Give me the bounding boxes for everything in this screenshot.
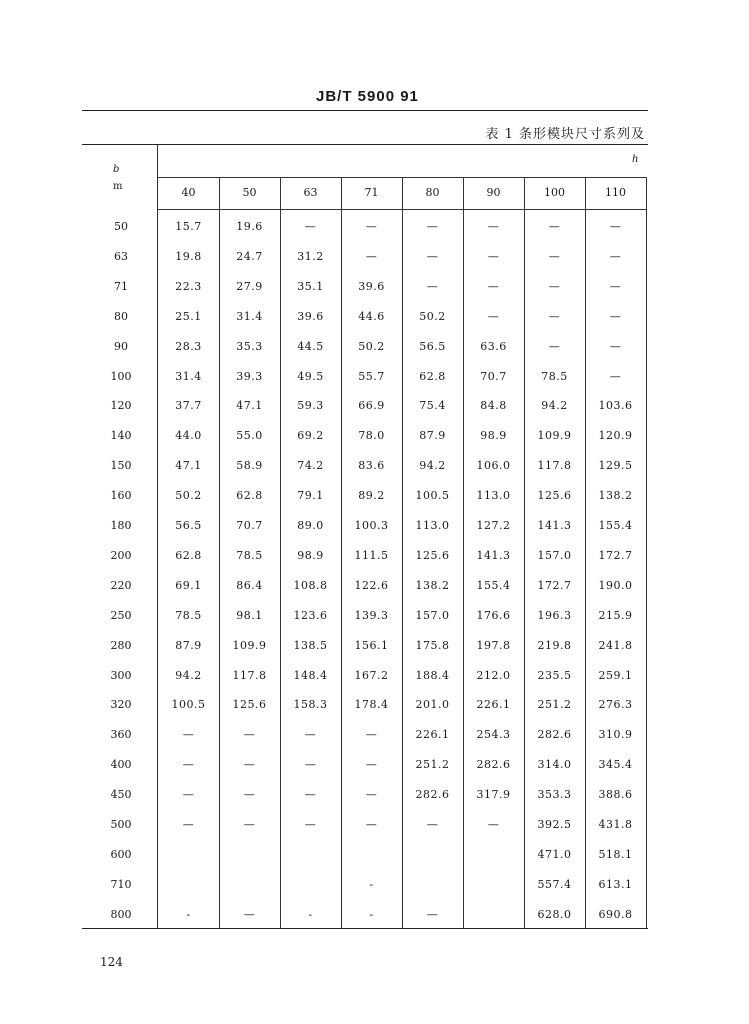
table-cell: 103.6 [598,399,633,413]
table-cell: 345.4 [598,758,633,772]
table-cell: 58.9 [236,459,263,473]
table-cell: 226.1 [415,728,450,742]
row-label: 80 [114,309,128,323]
table-cell: 178.4 [354,698,389,712]
column-header: 100 [544,186,565,199]
table-cell: 141.3 [537,519,572,532]
table-cell: — [426,220,439,233]
table-cell: 94.2 [175,668,202,682]
table-cell: — [548,339,561,353]
row-label: 150 [110,459,132,473]
row-label: 220 [110,578,132,592]
table-cell: 117.8 [232,668,267,682]
table-cell: 44.6 [358,309,385,323]
table-cell: 75.4 [419,399,446,413]
table-cell: 15.7 [175,220,202,233]
table-cell: — [548,249,561,263]
table-cell: 74.2 [297,459,324,473]
table-cell: 138.2 [598,489,633,503]
column-header: 80 [425,186,440,199]
table-cell: 100.3 [354,519,389,532]
table-cell: — [243,818,256,831]
table-cell: 94.2 [419,459,446,473]
row-label: 300 [110,668,132,682]
table-cell: 197.8 [476,638,511,652]
row-label: 120 [110,399,132,413]
table-cell: — [182,758,195,772]
table-cell: — [182,788,195,802]
row-label: 280 [110,638,132,652]
table-cell: 167.2 [354,668,389,682]
table-cell: — [487,249,500,263]
table-cell: 44.0 [175,429,202,443]
table-cell: 19.6 [236,220,263,233]
table-cell: — [426,249,439,263]
table-cell: 31.2 [297,249,324,263]
table-cell: 314.0 [537,758,572,772]
table-cell: — [243,788,256,802]
column-header: 71 [364,186,379,199]
table-cell: 70.7 [480,369,507,383]
table-cell: 113.0 [476,489,511,503]
table-cell: 188.4 [415,668,450,682]
table-cell: 175.8 [415,638,450,652]
table-cell: — [609,309,622,323]
table-cell: 471.0 [537,847,572,861]
table-cell: 123.6 [293,608,328,622]
table-cell: 215.9 [598,608,633,622]
table-cell: 62.8 [175,548,202,562]
table-cell: 157.0 [537,548,572,562]
table-cell: 254.3 [476,728,511,742]
top-rule [82,110,648,111]
table-cell: 50.2 [419,309,446,323]
table-cell: 31.4 [236,309,263,323]
table-cell: 176.6 [476,608,511,622]
table-cell: 98.9 [480,429,507,443]
table-cell: - [308,907,313,921]
table-cell: — [365,758,378,772]
table-cell: 70.7 [236,519,263,532]
table-cell: 392.5 [537,818,572,831]
table-cell: 89.2 [358,489,385,503]
table-cell: 156.1 [354,638,389,652]
table-cell: 37.7 [175,399,202,413]
table-bottom-border [82,928,648,929]
table-cell: 251.2 [415,758,450,772]
table-cell: 83.6 [358,459,385,473]
row-label: 200 [110,548,132,562]
table-cell: 66.9 [358,399,385,413]
table-cell: 44.5 [297,339,324,353]
table-cell: 557.4 [537,877,572,891]
row-header-unit: m [113,181,123,192]
table-cell: 190.0 [598,578,633,592]
table-cell: — [304,758,317,772]
table-cell: 59.3 [297,399,324,413]
table-cell: — [609,369,622,383]
table-cell: — [609,249,622,263]
standard-number: JB/T 5900 91 [316,88,419,105]
table-cell: 78.5 [175,608,202,622]
table-cell: — [365,728,378,742]
table-cell: — [426,279,439,293]
table-cell: 39.6 [297,309,324,323]
table-cell: 25.1 [175,309,202,323]
table-cell: — [426,818,439,831]
table-cell: — [243,758,256,772]
table-cell: 125.6 [537,489,572,503]
page-number: 124 [100,955,123,969]
row-label: 400 [110,758,132,772]
table-cell: 87.9 [175,638,202,652]
table-cell: 138.2 [415,578,450,592]
table-cell: — [304,728,317,742]
table-cell: 62.8 [419,369,446,383]
table-cell: — [548,220,561,233]
table-cell: — [365,818,378,831]
table-cell: 69.1 [175,578,202,592]
table-cell: — [182,728,195,742]
table-cell: — [609,220,622,233]
table-cell: 47.1 [175,459,202,473]
table-cell: 98.9 [297,548,324,562]
table-cell: 35.1 [297,279,324,293]
table-cell: 628.0 [537,907,572,921]
table-cell: 282.6 [476,758,511,772]
row-label: 160 [110,489,132,503]
table-cell: 125.6 [232,698,267,712]
table-cell: 39.3 [236,369,263,383]
table-cell: — [304,788,317,802]
table-cell: 19.8 [175,249,202,263]
row-header-symbol: b [113,164,120,175]
table-cell: — [548,279,561,293]
table-cell: — [487,279,500,293]
table-cell: 226.1 [476,698,511,712]
table-cell: 27.9 [236,279,263,293]
table-cell: — [304,818,317,831]
row-label: 180 [110,519,132,532]
table-cell: 129.5 [598,459,633,473]
table-cell: 172.7 [598,548,633,562]
table-cell: 212.0 [476,668,511,682]
table-cell: 55.0 [236,429,263,443]
table-cell: 98.1 [236,608,263,622]
table-cell: 78.5 [236,548,263,562]
table-cell: 251.2 [537,698,572,712]
table-cell: 353.3 [537,788,572,802]
table-cell: 613.1 [598,877,633,891]
table-cell: 158.3 [293,698,328,712]
table-cell: - [186,907,191,921]
row-label: 600 [110,847,132,861]
table-cell: 69.2 [297,429,324,443]
table-cell: — [487,818,500,831]
table-cell: 157.0 [415,608,450,622]
table-top-border [82,144,648,145]
table-cell: — [548,309,561,323]
table-cell: 259.1 [598,668,633,682]
table-cell: 127.2 [476,519,511,532]
table-cell: 431.8 [598,818,633,831]
table-cell: 100.5 [415,489,450,503]
table-cell: 100.5 [171,698,206,712]
row-label: 71 [114,279,128,293]
table-cell: 94.2 [541,399,568,413]
column-header: 90 [486,186,501,199]
column-header: 50 [242,186,257,199]
row-label: 320 [110,698,132,712]
table-cell: 79.1 [297,489,324,503]
table-cell: 31.4 [175,369,202,383]
table-cell: 50.2 [358,339,385,353]
table-cell: 196.3 [537,608,572,622]
table-cell: 282.6 [415,788,450,802]
table-cell: — [487,220,500,233]
table-cell: 111.5 [354,548,389,562]
table-cell: 28.3 [175,339,202,353]
table-cell: 55.7 [358,369,385,383]
table-cell: 35.3 [236,339,263,353]
table-cell: 39.6 [358,279,385,293]
table-cell: 276.3 [598,698,633,712]
row-label: 500 [110,818,132,831]
table-cell: 47.1 [236,399,263,413]
column-header: 110 [605,186,626,199]
table-cell: 22.3 [175,279,202,293]
row-label: 140 [110,429,132,443]
table-cell: 78.5 [541,369,568,383]
table-cell: 109.9 [537,429,572,443]
table-cell: 89.0 [297,519,324,532]
table-cell: 317.9 [476,788,511,802]
table-cell: 120.9 [598,429,633,443]
table-cell: 201.0 [415,698,450,712]
table-cell: 282.6 [537,728,572,742]
table-cell: - [369,907,374,921]
row-label: 50 [114,220,128,233]
table-cell: 62.8 [236,489,263,503]
table-cell: — [365,249,378,263]
table-cell: 78.0 [358,429,385,443]
table-cell: — [426,907,439,921]
row-label: 63 [114,249,128,263]
table-cell: 108.8 [293,578,328,592]
table-cell: 117.8 [537,459,572,473]
table-cell: 50.2 [175,489,202,503]
table-cell: 518.1 [598,847,633,861]
row-label: 360 [110,728,132,742]
table-cell: 87.9 [419,429,446,443]
table-cell: — [609,339,622,353]
table-cell: 49.5 [297,369,324,383]
table-cell: — [365,220,378,233]
table-cell: 219.8 [537,638,572,652]
table-cell: 86.4 [236,578,263,592]
table-caption: 表 1 条形模块尺寸系列及 [485,127,645,142]
row-label: 250 [110,608,132,622]
table-cell: 84.8 [480,399,507,413]
table-cell: - [369,877,374,891]
table-cell: 56.5 [419,339,446,353]
table-cell: 310.9 [598,728,633,742]
row-label: 710 [110,877,132,891]
table-cell: 148.4 [293,668,328,682]
table-cell: 172.7 [537,578,572,592]
column-header: 40 [181,186,196,199]
table-cell: 113.0 [415,519,450,532]
table-cell: 141.3 [476,548,511,562]
table-cell: — [182,818,195,831]
table-cell: 24.7 [236,249,263,263]
row-label: 90 [114,339,128,353]
row-label: 450 [110,788,132,802]
column-header: 63 [303,186,318,199]
table-right-border [646,177,647,928]
table-cell: — [365,788,378,802]
table-cell: 56.5 [175,519,202,532]
table-cell: 139.3 [354,608,389,622]
row-label: 800 [110,907,132,921]
table-cell: — [609,279,622,293]
row-label: 100 [110,369,132,383]
table-cell: 122.6 [354,578,389,592]
column-header-symbol: h [632,154,639,165]
table-cell: — [243,728,256,742]
table-cell: 106.0 [476,459,511,473]
table-cell: — [487,309,500,323]
table-cell: — [243,907,256,921]
table-cell: — [304,220,317,233]
table-cell: 63.6 [480,339,507,353]
table-cell: 125.6 [415,548,450,562]
table-cell: 241.8 [598,638,633,652]
table-cell: 109.9 [232,638,267,652]
table-cell: 155.4 [476,578,511,592]
table-cell: 235.5 [537,668,572,682]
table-cell: 138.5 [293,638,328,652]
table-cell: 690.8 [598,907,633,921]
table-cell: 388.6 [598,788,633,802]
table-cell: 155.4 [598,519,633,532]
